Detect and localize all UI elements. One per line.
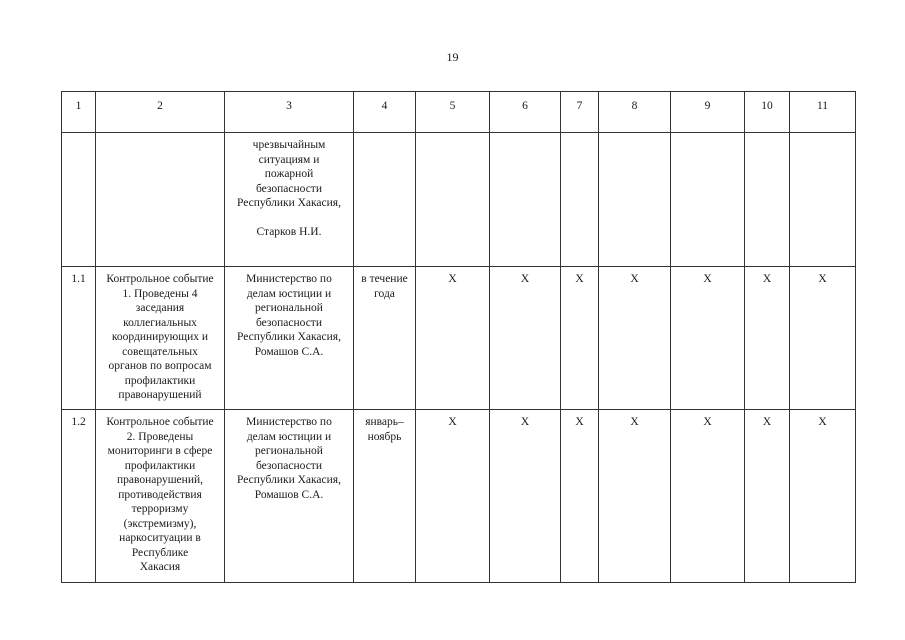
column-header: 5 bbox=[416, 92, 490, 133]
cell-line: заседания bbox=[135, 302, 185, 314]
column-header: 8 bbox=[599, 92, 671, 133]
cell-line: Министерство по bbox=[246, 273, 332, 285]
mark-cell bbox=[599, 133, 671, 267]
cell-line: (экстремизму), bbox=[123, 517, 197, 530]
mark-cell: X bbox=[561, 410, 599, 583]
cell-line: Республики Хакасия, bbox=[237, 331, 341, 343]
column-header: 7 bbox=[561, 92, 599, 133]
row-number: 1.1 bbox=[62, 267, 96, 410]
mark-cell bbox=[745, 133, 790, 267]
cell-line: безопасности bbox=[255, 182, 322, 195]
cell-line: мониторинги в сфере bbox=[107, 445, 213, 457]
cell-line: региональной bbox=[255, 302, 323, 314]
cell-line: чрезвычайным bbox=[252, 139, 326, 151]
cell-line: противодействия bbox=[118, 488, 202, 501]
table-row bbox=[62, 267, 856, 410]
column-header: 6 bbox=[490, 92, 561, 133]
cell-line: Ромашов С.А. bbox=[254, 488, 324, 501]
cell-line: ситуациям и bbox=[258, 153, 320, 166]
cell-line: Республики Хакасия, bbox=[237, 197, 341, 209]
column-header: 4 bbox=[354, 92, 416, 133]
table-row bbox=[62, 133, 856, 267]
cell-line: правонарушений, bbox=[116, 474, 203, 486]
column-header: 9 bbox=[671, 92, 745, 133]
cell-line: январь– bbox=[365, 416, 404, 428]
mark-cell bbox=[416, 133, 490, 267]
period-cell bbox=[354, 133, 416, 267]
period-cell bbox=[354, 410, 416, 583]
cell-line: пожарной bbox=[264, 168, 314, 180]
cell-line: Республики Хакасия, bbox=[237, 474, 341, 486]
cell-line: терроризму bbox=[131, 503, 189, 515]
mark-cell: X bbox=[790, 267, 856, 410]
cell-line: коллегиальных bbox=[123, 316, 197, 329]
cell-line: безопасности bbox=[255, 459, 322, 472]
cell-line: безопасности bbox=[255, 316, 322, 329]
cell-line: правонарушений bbox=[118, 389, 202, 401]
cell-line: 2. Проведены bbox=[126, 430, 194, 443]
cell-line: совещательных bbox=[122, 345, 198, 358]
table-header-row bbox=[62, 92, 856, 133]
mark-cell bbox=[790, 133, 856, 267]
mark-cell: X bbox=[490, 410, 561, 583]
mark-cell: X bbox=[671, 410, 745, 583]
table-row bbox=[62, 410, 856, 583]
responsible-cell bbox=[225, 410, 354, 583]
column-header: 3 bbox=[225, 92, 354, 133]
mark-cell: X bbox=[561, 267, 599, 410]
cell-line: Министерство по bbox=[246, 416, 332, 428]
event-cell bbox=[96, 410, 225, 583]
cell-line: Контрольное событие bbox=[106, 416, 214, 428]
event-cell bbox=[96, 133, 225, 267]
mark-cell: X bbox=[671, 267, 745, 410]
page-number: 19 bbox=[446, 50, 459, 64]
mark-cell: X bbox=[490, 267, 561, 410]
cell-line: наркоситуации в bbox=[119, 532, 201, 544]
cell-line: Ромашов С.А. bbox=[254, 345, 324, 358]
mark-cell: X bbox=[790, 410, 856, 583]
column-header: 2 bbox=[96, 92, 225, 133]
mark-cell: X bbox=[745, 267, 790, 410]
mark-cell: X bbox=[745, 410, 790, 583]
mark-cell: X bbox=[416, 267, 490, 410]
cell-line: органов по вопросам bbox=[108, 360, 212, 372]
cell-line: Контрольное событие bbox=[106, 273, 214, 285]
cell-line: делам юстиции и bbox=[246, 430, 332, 443]
cell-line: года bbox=[374, 287, 395, 300]
cell-line: в течение bbox=[361, 273, 408, 285]
column-header: 11 bbox=[790, 92, 856, 133]
cell-line: делам юстиции и bbox=[246, 287, 332, 300]
row-number: 1.2 bbox=[62, 410, 96, 583]
column-header: 10 bbox=[745, 92, 790, 133]
cell-line: профилактики bbox=[124, 374, 196, 387]
cell-line: профилактики bbox=[124, 459, 196, 472]
cell-line: Старков Н.И. bbox=[256, 226, 322, 238]
responsible-cell bbox=[225, 267, 354, 410]
cell-line: 1. Проведены 4 bbox=[122, 287, 198, 300]
cell-line: координирующих и bbox=[111, 331, 209, 343]
mark-cell: X bbox=[599, 410, 671, 583]
mark-cell bbox=[561, 133, 599, 267]
cell-line: Республике bbox=[131, 546, 189, 559]
cell-line: ноябрь bbox=[367, 430, 402, 443]
plan-table bbox=[61, 91, 856, 583]
cell-line: Хакасия bbox=[139, 561, 181, 573]
responsible-cell bbox=[225, 133, 354, 267]
event-cell bbox=[96, 267, 225, 410]
mark-cell bbox=[671, 133, 745, 267]
row-number bbox=[62, 133, 96, 267]
period-cell bbox=[354, 267, 416, 410]
cell-line: региональной bbox=[255, 445, 323, 457]
mark-cell bbox=[490, 133, 561, 267]
mark-cell: X bbox=[599, 267, 671, 410]
mark-cell: X bbox=[416, 410, 490, 583]
cell-line bbox=[228, 211, 350, 226]
column-header: 1 bbox=[62, 92, 96, 133]
